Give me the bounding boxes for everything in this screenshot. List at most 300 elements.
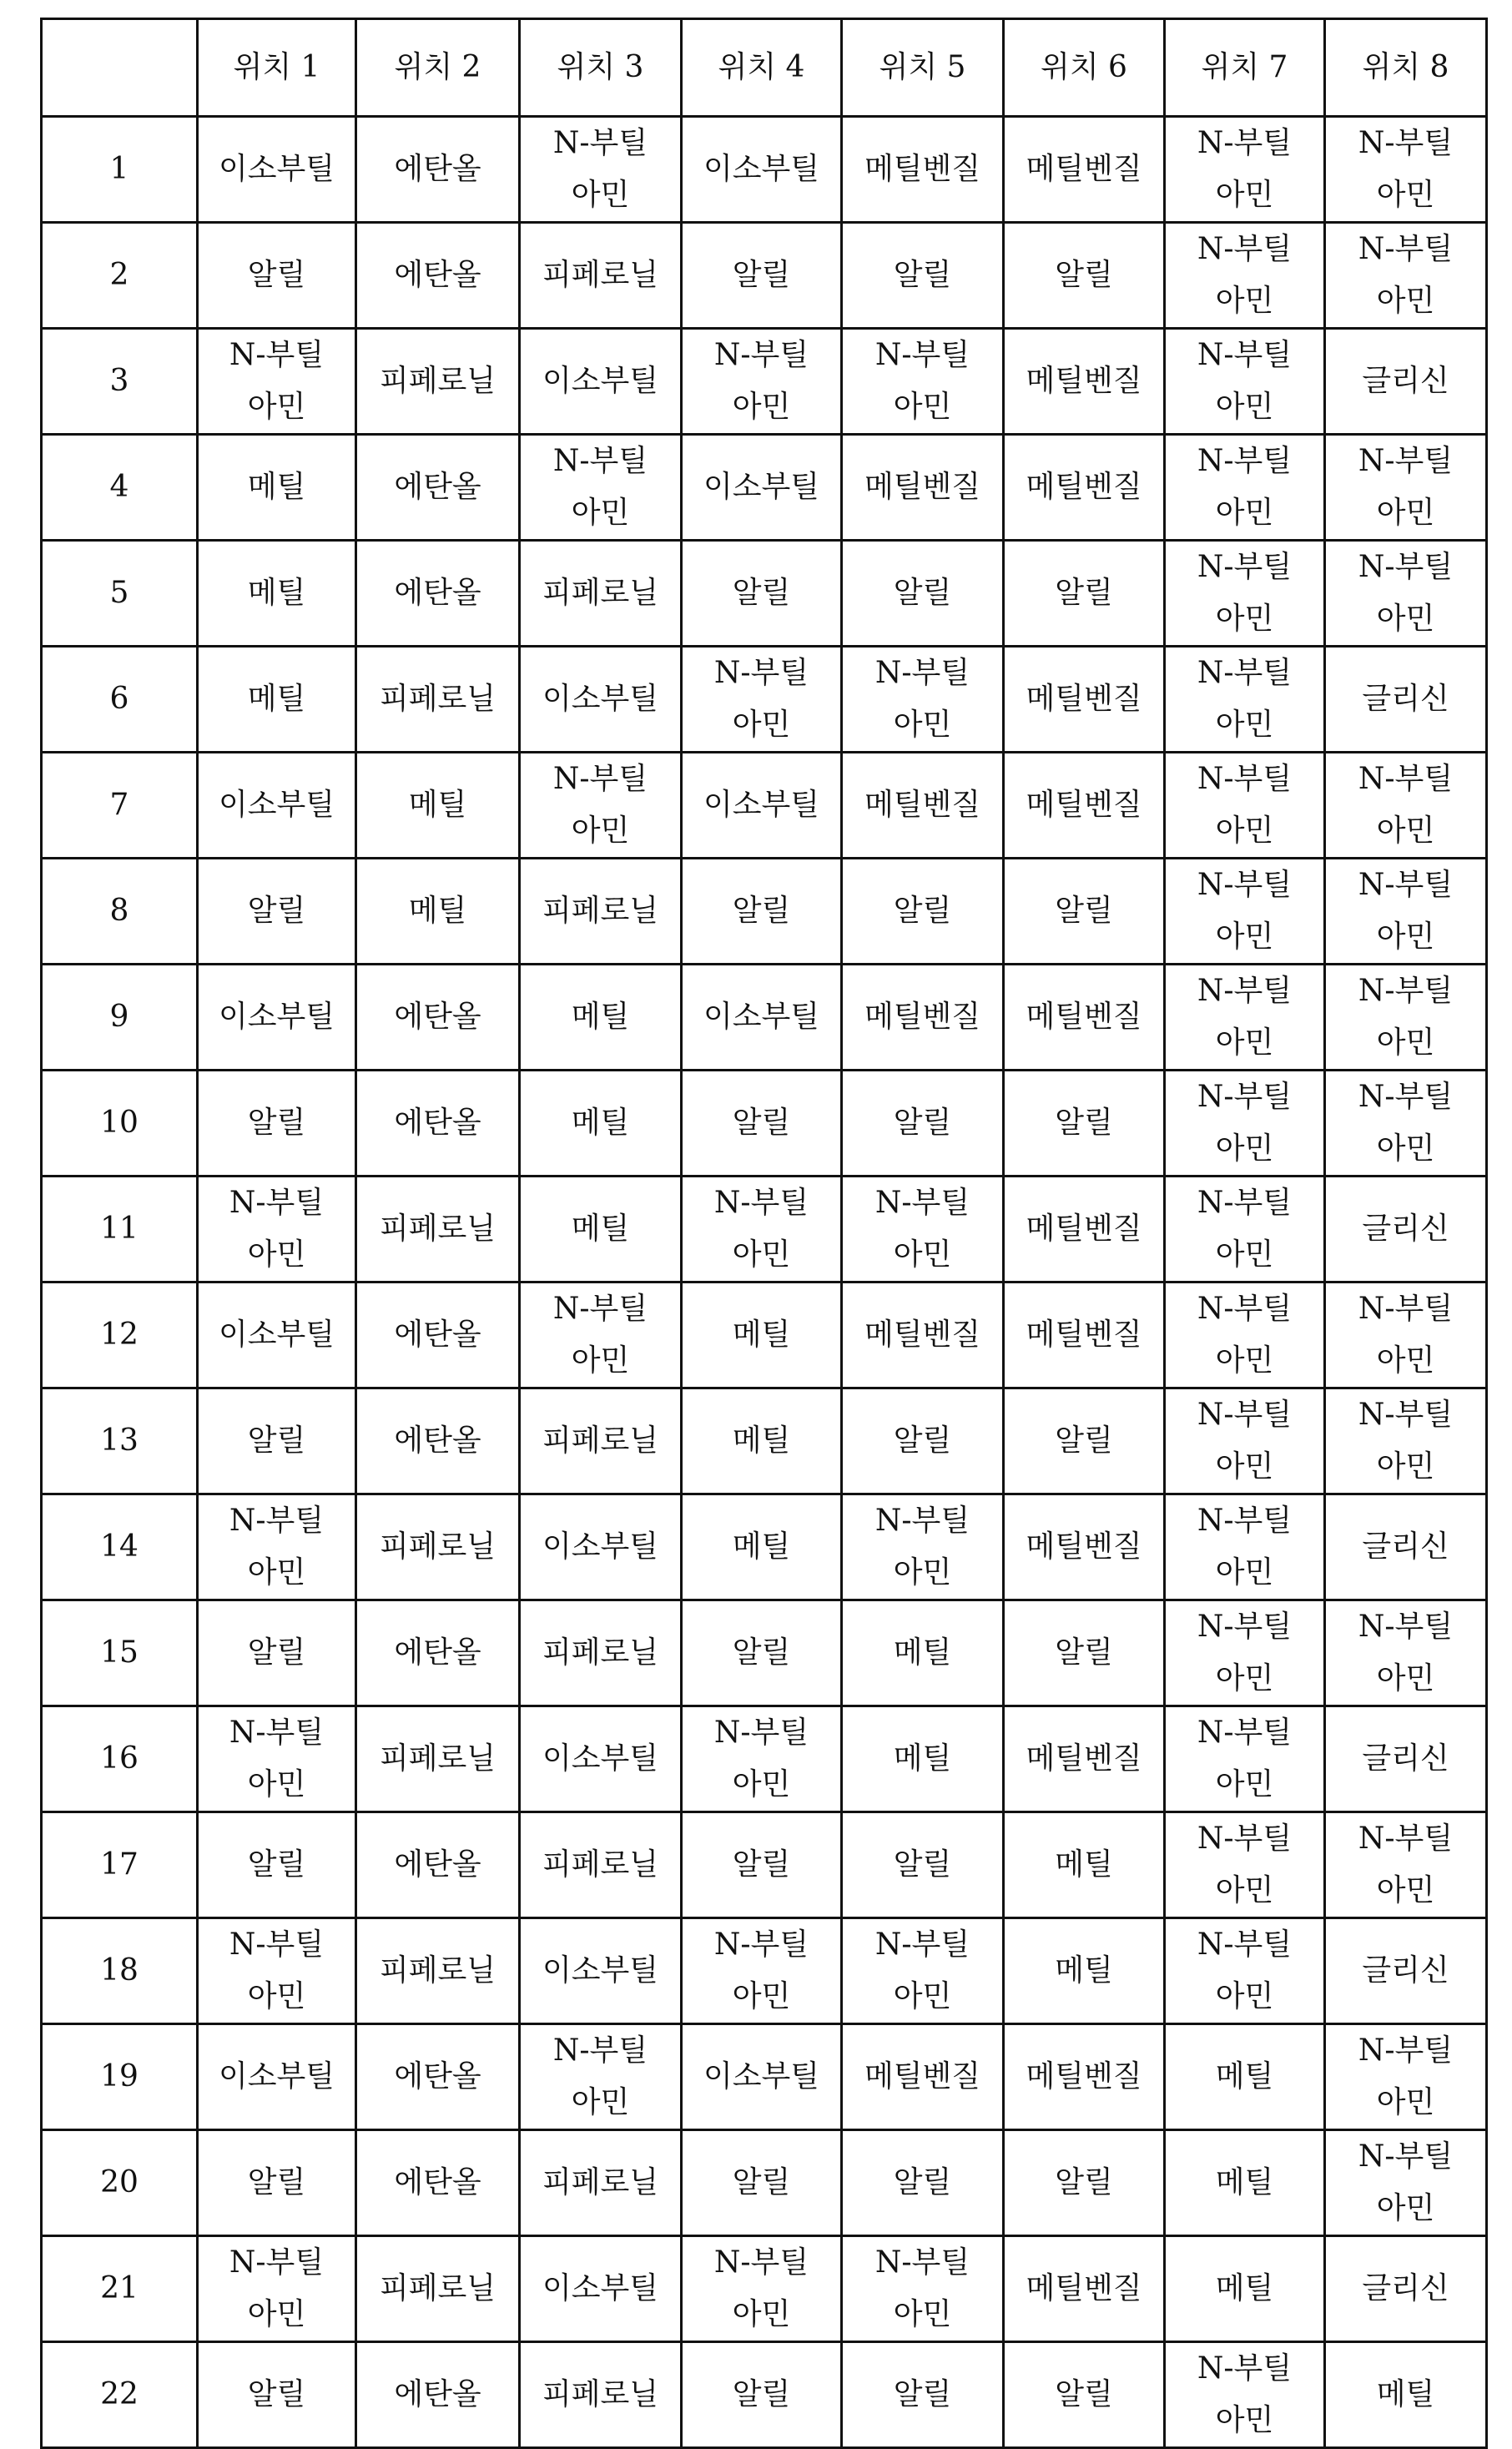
table-cell <box>682 329 842 435</box>
table-cell <box>842 647 1004 753</box>
table-cell <box>1165 541 1325 647</box>
cell-value: 피페로닐 <box>521 1627 680 1679</box>
cell-value: 이소부틸 <box>521 355 680 407</box>
cell-value: 피페로닐 <box>521 1415 680 1467</box>
table-cell <box>842 435 1004 541</box>
table-row <box>42 1812 1487 1918</box>
cell-value: 알릴 <box>199 885 355 937</box>
table-cell <box>1004 1388 1165 1494</box>
table-cell <box>1165 2024 1325 2130</box>
table-cell <box>1004 965 1165 1071</box>
header-cell-position-5 <box>842 19 1004 117</box>
cell-value: N-부틸 아민 <box>1326 1389 1485 1493</box>
table-cell <box>682 2024 842 2130</box>
table-cell <box>1165 647 1325 753</box>
table-row <box>42 1071 1487 1177</box>
cell-value: 알릴 <box>199 1097 355 1149</box>
table-cell <box>356 1388 520 1494</box>
table-cell <box>682 965 842 1071</box>
table-cell <box>842 1282 1004 1388</box>
cell-value: 메틸벤질 <box>1005 991 1163 1043</box>
cell-value: 메틸벤질 <box>1005 779 1163 831</box>
table-cell <box>1325 1282 1487 1388</box>
row-number: 17 <box>43 1839 196 1891</box>
table-cell <box>520 223 682 329</box>
table-row <box>42 2236 1487 2342</box>
table-row <box>42 859 1487 965</box>
table-cell <box>356 117 520 223</box>
table-cell <box>682 435 842 541</box>
table-cell <box>842 1388 1004 1494</box>
cell-value: N-부틸 아민 <box>521 2025 680 2129</box>
table-cell <box>842 2024 1004 2130</box>
table-row <box>42 965 1487 1071</box>
cell-value: 에탄올 <box>357 2051 518 2103</box>
table-cell <box>1165 1177 1325 1282</box>
header-cell-position-6 <box>1004 19 1165 117</box>
cell-value: N-부틸 아민 <box>1166 1707 1323 1811</box>
cell-value: 알릴 <box>199 2369 355 2421</box>
table-cell <box>198 117 356 223</box>
table-cell <box>1325 2024 1487 2130</box>
table-cell <box>1165 1706 1325 1812</box>
table-cell <box>356 753 520 859</box>
cell-value: 피페로닐 <box>357 1945 518 1997</box>
cell-value: 메틸벤질 <box>1005 461 1163 513</box>
cell-value: 피페로닐 <box>521 249 680 301</box>
table-cell <box>1004 2130 1165 2236</box>
row-number: 22 <box>43 2369 196 2421</box>
row-number: 10 <box>43 1097 196 1149</box>
row-number-cell <box>42 1706 198 1812</box>
table-cell <box>520 1600 682 1706</box>
table-cell <box>1325 1494 1487 1600</box>
cell-value: N-부틸 아민 <box>1166 1919 1323 2023</box>
cell-value: 알릴 <box>843 885 1002 937</box>
row-number-cell <box>42 1282 198 1388</box>
row-number: 18 <box>43 1945 196 1997</box>
table-cell <box>682 2130 842 2236</box>
table-cell <box>682 1918 842 2024</box>
table-cell <box>1325 329 1487 435</box>
row-number-cell <box>42 1177 198 1282</box>
table-cell <box>1165 1812 1325 1918</box>
cell-value: 메틸 <box>199 567 355 619</box>
cell-value: N-부틸 아민 <box>1326 859 1485 963</box>
cell-value: N-부틸 아민 <box>1166 859 1323 963</box>
cell-value: 피페로닐 <box>357 1203 518 1255</box>
table-cell <box>520 1388 682 1494</box>
table-cell <box>1165 117 1325 223</box>
cell-value: N-부틸 아민 <box>1166 224 1323 327</box>
table-row <box>42 1177 1487 1282</box>
table-cell <box>1165 2236 1325 2342</box>
table-cell <box>1165 2130 1325 2236</box>
cell-value: 에탄올 <box>357 461 518 513</box>
table-row <box>42 1706 1487 1812</box>
cell-value: 알릴 <box>199 1627 355 1679</box>
header-cell-position-7 <box>1165 19 1325 117</box>
table-cell <box>1165 1388 1325 1494</box>
cell-value: 글리신 <box>1326 673 1485 725</box>
table-cell <box>356 1494 520 1600</box>
row-number-cell <box>42 1388 198 1494</box>
cell-value: 글리신 <box>1326 1945 1485 1997</box>
cell-value: N-부틸 아민 <box>843 1919 1002 2023</box>
table-cell <box>1325 1706 1487 1812</box>
table-cell <box>1165 1282 1325 1388</box>
table-cell <box>1325 965 1487 1071</box>
row-number-cell <box>42 647 198 753</box>
cell-value: 메틸벤질 <box>843 1309 1002 1361</box>
table-cell <box>842 1812 1004 1918</box>
cell-value: 피페로닐 <box>521 885 680 937</box>
cell-value: 피페로닐 <box>521 567 680 619</box>
header-cell-position-2 <box>356 19 520 117</box>
table-cell <box>1165 2342 1325 2448</box>
table-cell <box>356 329 520 435</box>
table-cell <box>1325 1071 1487 1177</box>
table-row <box>42 1494 1487 1600</box>
table-cell <box>682 753 842 859</box>
row-number-cell <box>42 2342 198 2448</box>
table-cell <box>682 1282 842 1388</box>
cell-value: 메틸벤질 <box>1005 1203 1163 1255</box>
table-cell <box>356 2342 520 2448</box>
cell-value: N-부틸 아민 <box>843 330 1002 433</box>
cell-value: 메틸 <box>199 673 355 725</box>
table-cell <box>842 2342 1004 2448</box>
cell-value: 글리신 <box>1326 1733 1485 1785</box>
cell-value: N-부틸 아민 <box>683 2237 840 2341</box>
cell-value: N-부틸 아민 <box>199 2237 355 2341</box>
cell-value: 이소부틸 <box>521 673 680 725</box>
row-number: 9 <box>43 991 196 1043</box>
table-cell <box>198 223 356 329</box>
table-cell <box>842 1918 1004 2024</box>
table-cell <box>520 965 682 1071</box>
table-cell <box>520 2342 682 2448</box>
cell-value: N-부틸 아민 <box>1166 118 1323 221</box>
table-cell <box>1004 753 1165 859</box>
cell-value: N-부틸 아민 <box>1166 1177 1323 1281</box>
header-label: 위치 5 <box>843 42 1002 93</box>
table-cell <box>198 2024 356 2130</box>
cell-value: 메틸 <box>1326 2369 1485 2421</box>
row-number-cell <box>42 2024 198 2130</box>
row-number-cell <box>42 1600 198 1706</box>
table-cell <box>198 329 356 435</box>
table-cell <box>682 647 842 753</box>
cell-value: N-부틸 아민 <box>1166 1495 1323 1599</box>
table-cell <box>682 2236 842 2342</box>
cell-value: 이소부틸 <box>521 1733 680 1785</box>
header-label: 위치 4 <box>683 42 840 93</box>
cell-value: 알릴 <box>843 567 1002 619</box>
cell-value: 알릴 <box>683 249 840 301</box>
table-cell <box>842 2236 1004 2342</box>
cell-value: N-부틸 아민 <box>1166 330 1323 433</box>
cell-value: 메틸벤질 <box>1005 673 1163 725</box>
table-cell <box>520 2130 682 2236</box>
cell-value: 피페로닐 <box>521 1839 680 1891</box>
table-cell <box>1325 1600 1487 1706</box>
cell-value: 메틸 <box>683 1415 840 1467</box>
header-row <box>42 19 1487 117</box>
table-cell <box>198 753 356 859</box>
cell-value: N-부틸 아민 <box>843 2237 1002 2341</box>
cell-value: 글리신 <box>1326 2263 1485 2315</box>
table-cell <box>198 1177 356 1282</box>
header-cell-position-8 <box>1325 19 1487 117</box>
cell-value: N-부틸 아민 <box>843 1177 1002 1281</box>
cell-value: 메틸벤질 <box>1005 1733 1163 1785</box>
table-cell <box>356 859 520 965</box>
row-number: 14 <box>43 1521 196 1573</box>
table-cell <box>1325 647 1487 753</box>
cell-value: 에탄올 <box>357 567 518 619</box>
cell-value: 글리신 <box>1326 1203 1485 1255</box>
cell-value: 메틸 <box>1166 2263 1323 2315</box>
header-label: 위치 3 <box>521 42 680 93</box>
table-cell <box>356 1812 520 1918</box>
cell-value: 알릴 <box>683 2157 840 2209</box>
row-number: 19 <box>43 2051 196 2103</box>
table-cell <box>520 541 682 647</box>
cell-value: 이소부틸 <box>683 779 840 831</box>
table-cell <box>356 435 520 541</box>
table-cell <box>1004 647 1165 753</box>
cell-value: N-부틸 아민 <box>1326 1283 1485 1387</box>
row-number-cell <box>42 223 198 329</box>
cell-value: 피페로닐 <box>357 1733 518 1785</box>
cell-value: N-부틸 아민 <box>1166 1813 1323 1917</box>
cell-value: 에탄올 <box>357 1309 518 1361</box>
cell-value: N-부틸 아민 <box>521 436 680 539</box>
table-cell <box>682 223 842 329</box>
table-cell <box>1165 753 1325 859</box>
cell-value: N-부틸 아민 <box>199 1495 355 1599</box>
cell-value: 에탄올 <box>357 2157 518 2209</box>
table-cell <box>682 1388 842 1494</box>
table-row <box>42 2024 1487 2130</box>
table-cell <box>520 1706 682 1812</box>
row-number: 2 <box>43 249 196 301</box>
table-cell <box>520 1177 682 1282</box>
table-row <box>42 647 1487 753</box>
row-number-cell <box>42 859 198 965</box>
table-cell <box>356 1177 520 1282</box>
table-cell <box>198 859 356 965</box>
table-cell <box>842 859 1004 965</box>
cell-value: N-부틸 아민 <box>1166 436 1323 539</box>
table-cell <box>1004 1177 1165 1282</box>
cell-value: 메틸벤질 <box>843 991 1002 1043</box>
row-number-cell <box>42 2130 198 2236</box>
table-cell <box>520 1494 682 1600</box>
table-cell <box>520 859 682 965</box>
table-cell <box>520 117 682 223</box>
cell-value: 에탄올 <box>357 249 518 301</box>
table-row <box>42 223 1487 329</box>
table-cell <box>1325 2130 1487 2236</box>
cell-value: 알릴 <box>1005 2369 1163 2421</box>
table-cell <box>356 1282 520 1388</box>
cell-value: 메틸벤질 <box>843 2051 1002 2103</box>
row-number: 13 <box>43 1415 196 1467</box>
table-cell <box>842 2130 1004 2236</box>
row-number-cell <box>42 1494 198 1600</box>
header-label: 위치 2 <box>357 42 518 93</box>
table-cell <box>356 2130 520 2236</box>
cell-value: 메틸 <box>1166 2157 1323 2209</box>
table-cell <box>1004 1494 1165 1600</box>
cell-value: 알릴 <box>1005 885 1163 937</box>
table-cell <box>1325 859 1487 965</box>
header-label: 위치 1 <box>199 42 355 93</box>
cell-value: N-부틸 아민 <box>1166 2343 1323 2446</box>
table-cell <box>842 1706 1004 1812</box>
cell-value: 메틸벤질 <box>843 144 1002 195</box>
cell-value: 알릴 <box>199 1839 355 1891</box>
table-cell <box>356 965 520 1071</box>
cell-value: N-부틸 아민 <box>521 118 680 221</box>
cell-value: 알릴 <box>843 2157 1002 2209</box>
table-row <box>42 2130 1487 2236</box>
row-number-cell <box>42 541 198 647</box>
cell-value: 메틸 <box>1166 2051 1323 2103</box>
row-number: 16 <box>43 1733 196 1785</box>
table-cell <box>1165 329 1325 435</box>
table-cell <box>842 223 1004 329</box>
table-cell <box>842 329 1004 435</box>
row-number-cell <box>42 329 198 435</box>
cell-value: 알릴 <box>843 249 1002 301</box>
cell-value: 메틸 <box>357 885 518 937</box>
table-row <box>42 1388 1487 1494</box>
table-cell <box>198 2342 356 2448</box>
table-cell <box>356 2024 520 2130</box>
table-cell <box>842 1600 1004 1706</box>
cell-value: N-부틸 아민 <box>683 1919 840 2023</box>
cell-value: 메틸 <box>521 1203 680 1255</box>
cell-value: 알릴 <box>1005 249 1163 301</box>
cell-value: 이소부틸 <box>683 2051 840 2103</box>
table-cell <box>198 2130 356 2236</box>
table-cell <box>1325 2236 1487 2342</box>
table-cell <box>1004 1600 1165 1706</box>
table-row <box>42 541 1487 647</box>
header-label: 위치 8 <box>1326 42 1485 93</box>
cell-value: N-부틸 아민 <box>199 1919 355 2023</box>
cell-value: 글리신 <box>1326 355 1485 407</box>
row-number: 1 <box>43 144 196 195</box>
row-number: 3 <box>43 355 196 407</box>
cell-value: 메틸벤질 <box>1005 144 1163 195</box>
table-cell <box>520 2236 682 2342</box>
table-cell <box>842 541 1004 647</box>
cell-value: 메틸 <box>1005 1839 1163 1891</box>
cell-value: N-부틸 아민 <box>683 330 840 433</box>
table-cell <box>198 1388 356 1494</box>
cell-value: 에탄올 <box>357 1839 518 1891</box>
table-cell <box>682 1494 842 1600</box>
cell-value: 알릴 <box>199 249 355 301</box>
table-cell <box>520 1282 682 1388</box>
table-cell <box>1325 1177 1487 1282</box>
table-cell <box>1004 1706 1165 1812</box>
table-cell <box>198 1812 356 1918</box>
row-number: 7 <box>43 779 196 831</box>
cell-value: 메틸 <box>521 991 680 1043</box>
cell-value: N-부틸 아민 <box>1326 1813 1485 1917</box>
cell-value: 이소부틸 <box>683 461 840 513</box>
cell-value: N-부틸 아민 <box>1166 648 1323 751</box>
table-cell <box>198 541 356 647</box>
cell-value: 알릴 <box>843 1415 1002 1467</box>
table-cell <box>356 223 520 329</box>
table-cell <box>682 117 842 223</box>
header-cell-position-4 <box>682 19 842 117</box>
cell-value: N-부틸 아민 <box>1166 542 1323 645</box>
cell-value: 메틸 <box>521 1097 680 1149</box>
row-number-cell <box>42 1812 198 1918</box>
cell-value: N-부틸 아민 <box>1326 436 1485 539</box>
table-cell <box>1165 1600 1325 1706</box>
cell-value: 에탄올 <box>357 1415 518 1467</box>
cell-value: N-부틸 아민 <box>683 1707 840 1811</box>
cell-value: 메틸벤질 <box>1005 1309 1163 1361</box>
row-number: 11 <box>43 1203 196 1255</box>
cell-value: 이소부틸 <box>199 1309 355 1361</box>
table-cell <box>1004 859 1165 965</box>
table-cell <box>356 1600 520 1706</box>
table-cell <box>520 435 682 541</box>
table-row <box>42 2342 1487 2448</box>
header-label: 위치 7 <box>1166 42 1323 93</box>
table-cell <box>198 1600 356 1706</box>
cell-value: 알릴 <box>1005 1627 1163 1679</box>
cell-value: 이소부틸 <box>199 144 355 195</box>
cell-value: N-부틸 아민 <box>1326 753 1485 857</box>
row-number-cell <box>42 117 198 223</box>
cell-value: N-부틸 아민 <box>843 1495 1002 1599</box>
table-cell <box>1004 2236 1165 2342</box>
table-cell <box>682 1600 842 1706</box>
cell-value: N-부틸 아민 <box>683 1177 840 1281</box>
table-cell <box>356 1071 520 1177</box>
table-cell <box>1325 1812 1487 1918</box>
table-cell <box>1325 435 1487 541</box>
table-cell <box>520 2024 682 2130</box>
cell-value: 이소부틸 <box>521 1945 680 1997</box>
cell-value: 메틸 <box>843 1733 1002 1785</box>
table-cell <box>198 965 356 1071</box>
cell-value: 알릴 <box>843 1097 1002 1149</box>
row-number-cell <box>42 1071 198 1177</box>
table-cell <box>842 1177 1004 1282</box>
row-number: 15 <box>43 1627 196 1679</box>
table-cell <box>682 1812 842 1918</box>
table-cell <box>1165 435 1325 541</box>
cell-value: N-부틸 아민 <box>521 1283 680 1387</box>
cell-value: 피페로닐 <box>357 1521 518 1573</box>
table-cell <box>1004 2024 1165 2130</box>
table-cell <box>356 1918 520 2024</box>
table-cell <box>1004 541 1165 647</box>
table-cell <box>1325 753 1487 859</box>
table-cell <box>520 1812 682 1918</box>
